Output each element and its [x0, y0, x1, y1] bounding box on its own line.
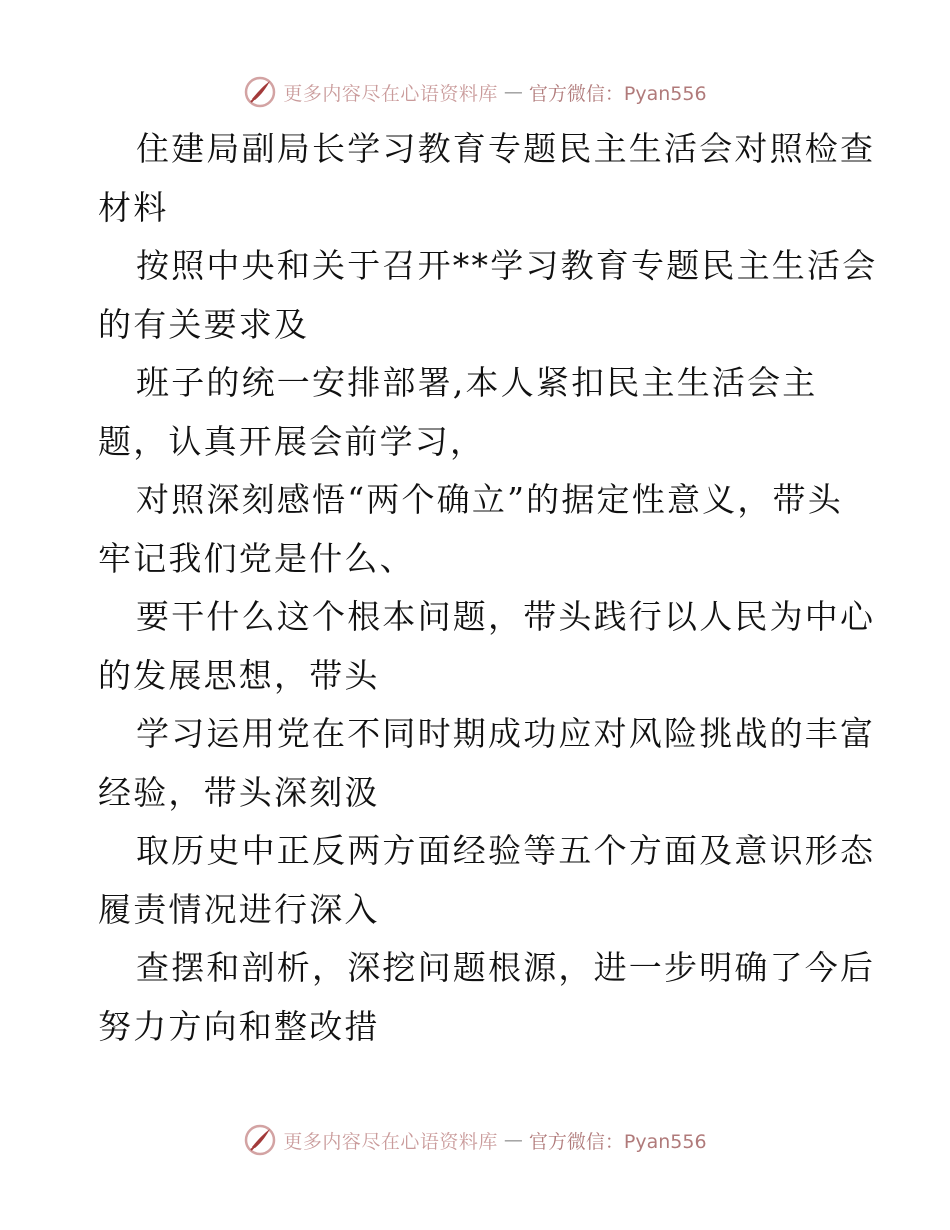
- watermark-text: 更多内容尽在心语资料库: [283, 1130, 498, 1153]
- document-line: 经验，带头深刻汲: [98, 772, 380, 812]
- watermark-text: 更多内容尽在心语资料库: [283, 82, 498, 105]
- document-line: 牢记我们党是什么、: [98, 538, 415, 578]
- document-line: 对照深刻感悟“两个确立”的据定性意义，带头: [136, 480, 843, 519]
- footer-watermark: [0, 1120, 950, 1160]
- document-line: 查摆和剖析，深挖问题根源，进一步明确了今后: [136, 948, 876, 987]
- document-line: 按照中央和关于召开**学习教育专题民主生活会: [136, 246, 878, 285]
- document-line: 学习运用党在不同时期成功应对风险挑战的丰富: [136, 714, 876, 753]
- document-line: 材料: [98, 187, 169, 227]
- quill-logo-icon: [243, 75, 277, 109]
- document-body: [98, 120, 878, 1056]
- document-line: 努力方向和整改措: [98, 1006, 380, 1046]
- watermark-separator: —: [503, 81, 523, 103]
- document-line: 要干什么这个根本问题，带头践行以人民为中心: [136, 597, 876, 636]
- quill-logo-icon: [243, 1123, 277, 1157]
- watermark-wechat: 官方微信：Pyan556: [528, 1130, 707, 1153]
- document-line: 题，认真开展会前学习，: [98, 421, 486, 461]
- document-line: 的有关要求及: [98, 304, 310, 344]
- header-watermark: [0, 72, 950, 112]
- watermark-wechat: 官方微信：Pyan556: [528, 82, 707, 105]
- document-line: 履责情况进行深入: [98, 889, 380, 929]
- document-line: 班子的统一安排部署,本人紧扣民主生活会主: [136, 363, 818, 402]
- document-line: 的发展思想，带头: [98, 655, 380, 695]
- document-line: 取历史中正反两方面经验等五个方面及意识形态: [136, 831, 876, 870]
- document-line: 住建局副局长学习教育专题民主生活会对照检查: [136, 129, 876, 168]
- watermark-separator: —: [503, 1129, 523, 1151]
